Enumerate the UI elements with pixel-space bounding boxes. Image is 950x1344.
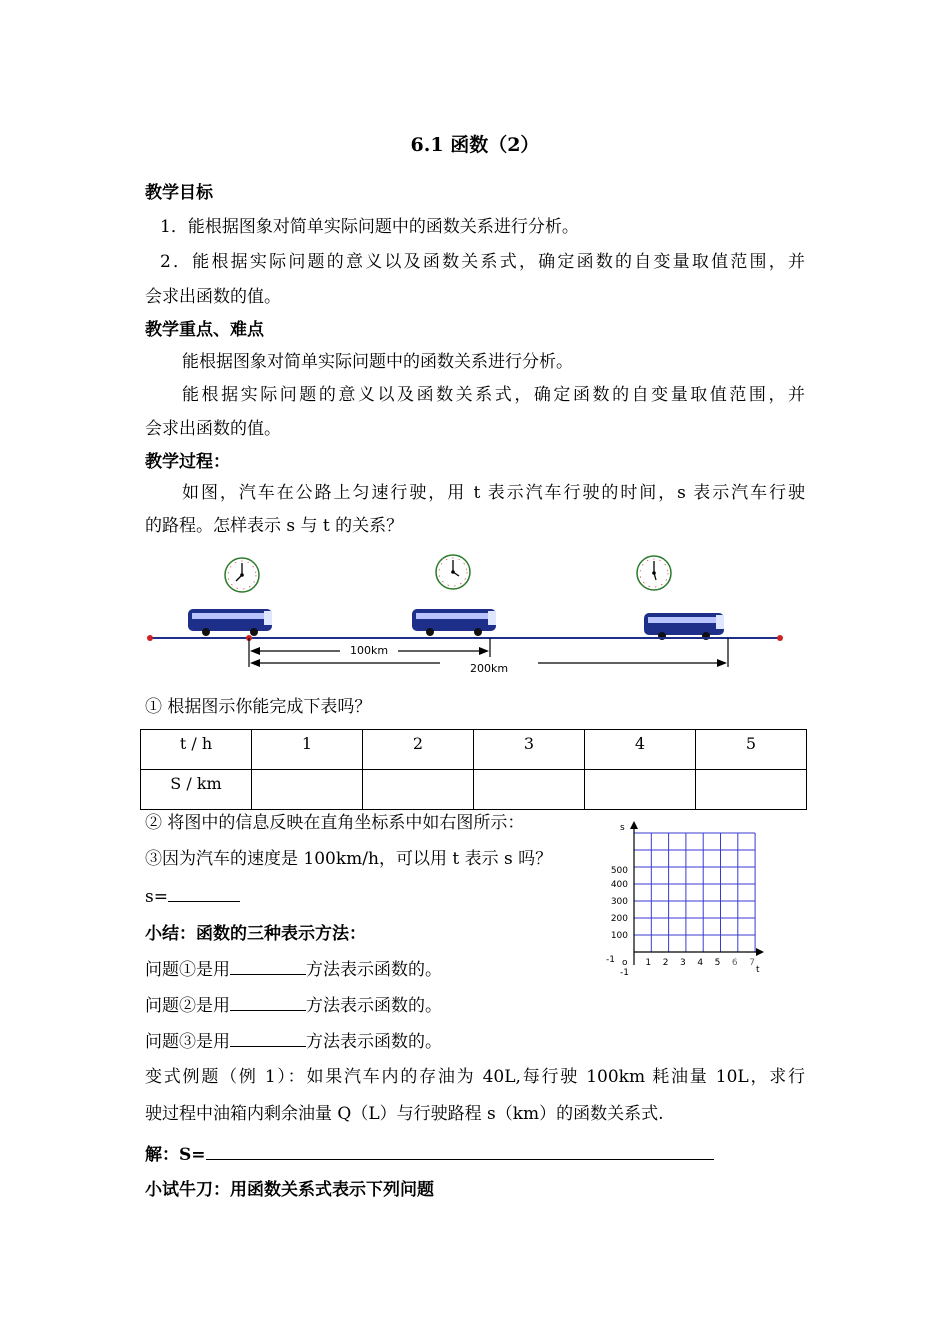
coordinate-grid	[598, 815, 778, 980]
x-axis-arrow	[756, 948, 764, 956]
answer-blank[interactable]	[230, 957, 306, 975]
x-tick-label: 4	[697, 958, 704, 968]
summary-suffix: 方法表示函数的。	[306, 996, 442, 1016]
table-cell: t / h	[141, 730, 252, 770]
page-title: 6.1 函数（2）	[410, 134, 540, 156]
solution	[145, 1142, 714, 1166]
table-cell[interactable]	[696, 770, 807, 810]
s-answer-blank[interactable]	[168, 884, 240, 902]
goal-item-1: 1．能根据图象对简单实际问题中的函数关系进行分析。	[160, 217, 579, 237]
table-cell[interactable]	[474, 770, 585, 810]
key-point-2-line-1: 能根据实际问题的意义以及函数关系式，确定函数的自变量取值范围，并	[182, 385, 805, 405]
x-tick-label: 2	[662, 958, 669, 968]
y-tick-label: 200	[610, 914, 628, 924]
answer-blank[interactable]	[230, 993, 306, 1011]
table-cell: S / km	[141, 770, 252, 810]
x-tick-label: 5	[714, 958, 721, 968]
table-cell: 4	[585, 730, 696, 770]
practice-heading: 小试牛刀：用函数关系式表示下列问题	[145, 1180, 434, 1200]
x-tick-label: 1	[645, 958, 652, 968]
table-row	[141, 770, 807, 810]
question-3: ③因为汽车的速度是 100km/h，可以用 t 表示 s 吗？	[145, 849, 553, 869]
data-table	[140, 729, 807, 810]
question-1: ① 根据图示你能完成下表吗？	[145, 697, 372, 717]
label-100km: 100km	[349, 644, 389, 657]
label-200km: 200km	[469, 662, 509, 675]
summary-item-2	[145, 993, 442, 1017]
summary-prefix: 问题②是用	[145, 996, 230, 1016]
y-tick-label: 300	[610, 897, 628, 907]
key-points-heading: 教学重点、难点	[145, 320, 264, 340]
summary-item-1	[145, 957, 442, 981]
example-line-2: 驶过程中油箱内剩余油量 Q（L）与行驶路程 s（km）的函数关系式.	[145, 1104, 664, 1124]
table-cell[interactable]	[585, 770, 696, 810]
summary-suffix: 方法表示函数的。	[306, 960, 442, 980]
clock-icon	[436, 555, 470, 589]
y-axis-label: s	[620, 823, 625, 833]
s-equation-label: s=	[145, 887, 168, 907]
x-tick-label: 6	[731, 958, 738, 968]
y-tick-label: 500	[610, 866, 628, 876]
clock-icon	[637, 556, 671, 590]
bus-icon	[412, 609, 496, 636]
x-axis-label: t	[756, 965, 760, 975]
origin-label: o	[622, 958, 628, 968]
table-cell[interactable]	[252, 770, 363, 810]
neg-y-label: -1	[620, 968, 629, 978]
bus-icon	[644, 613, 724, 640]
solution-answer-blank[interactable]	[206, 1142, 714, 1160]
summary-prefix: 问题①是用	[145, 960, 230, 980]
question-2: ② 将图中的信息反映在直角坐标系中如右图所示：	[145, 813, 525, 833]
goal-item-2-line-1: 2．能根据实际问题的意义以及函数关系式，确定函数的自变量取值范围，并	[160, 252, 805, 272]
neg-x-label: -1	[606, 955, 615, 965]
y-tick-label: 100	[610, 931, 628, 941]
x-tick-label: 7	[749, 958, 755, 968]
bus-icon	[188, 609, 272, 636]
road-figure	[140, 545, 800, 680]
goals-heading: 教学目标	[145, 183, 213, 203]
y-tick-label: 400	[610, 880, 628, 890]
table-cell: 2	[363, 730, 474, 770]
goal-item-2-line-2: 会求出函数的值。	[145, 287, 281, 307]
summary-heading: 小结：函数的三种表示方法：	[145, 924, 366, 944]
s-equation	[145, 884, 240, 908]
example-line-1: 变式例题（例 1）：如果汽车内的存油为 40L,每行驶 100km 耗油量 10L，求行	[145, 1067, 805, 1087]
y-axis-arrow	[630, 821, 638, 829]
process-heading: 教学过程：	[145, 452, 230, 472]
solution-label: 解：S=	[145, 1145, 206, 1165]
answer-blank[interactable]	[230, 1029, 306, 1047]
summary-prefix: 问题③是用	[145, 1032, 230, 1052]
grid-lines	[634, 833, 755, 952]
table-row	[141, 730, 807, 770]
key-point-1: 能根据图象对简单实际问题中的函数关系进行分析。	[182, 352, 573, 372]
summary-item-3	[145, 1029, 442, 1053]
clock-icon	[225, 558, 259, 592]
summary-suffix: 方法表示函数的。	[306, 1032, 442, 1052]
process-intro-line-2: 的路程。怎样表示 s 与 t 的关系？	[145, 516, 404, 536]
table-cell[interactable]	[363, 770, 474, 810]
table-cell: 1	[252, 730, 363, 770]
x-tick-label: 3	[680, 958, 686, 968]
key-point-2-line-2: 会求出函数的值。	[145, 419, 281, 439]
table-cell: 5	[696, 730, 807, 770]
process-intro-line-1: 如图，汽车在公路上匀速行驶，用 t 表示汽车行驶的时间，s 表示汽车行驶	[182, 483, 805, 503]
table-cell: 3	[474, 730, 585, 770]
